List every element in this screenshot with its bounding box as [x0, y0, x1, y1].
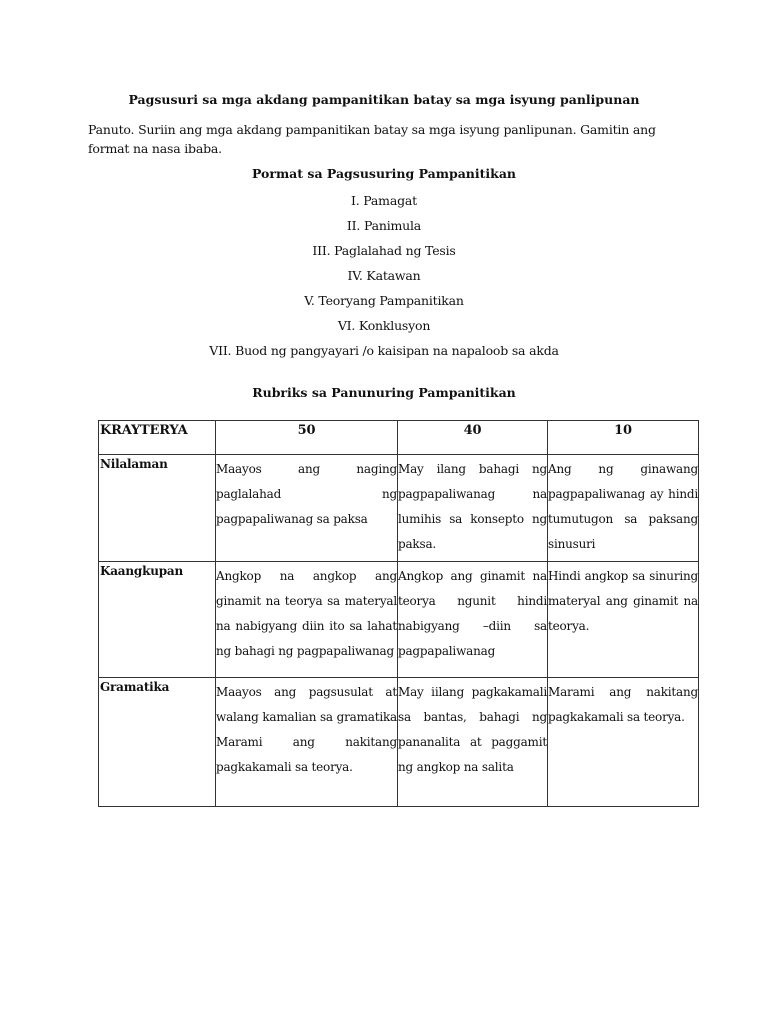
score-40-cell: Angkop ang ginamit na teorya ngunit hindi nabigyang –diin sa pagpapaliwanag: [398, 562, 548, 678]
format-heading: Pormat sa Pagsusuring Pampanitikan: [251, 166, 517, 181]
format-list: [0, 191, 768, 366]
header-score-50: 50: [216, 421, 398, 455]
rubric-heading: Rubriks sa Panunuring Pampanitikan: [252, 385, 516, 400]
score-50-cell: Angkop na angkop ang ginamit na teorya sa materyal na nabigyang diin ito sa lahat ng bahagi ng pagpapaliwanag: [216, 562, 398, 678]
table-header-row: [99, 421, 699, 455]
instructions-text: Panuto. Suriin ang mga akdang pampanitikan batay sa mga isyung panlipunan. Gamitin ang format na nasa ibaba.: [88, 122, 656, 156]
header-score-10: 10: [548, 421, 699, 455]
criterion-cell: Gramatika: [99, 678, 216, 807]
format-item: III. Paglalahad ng Tesis: [312, 243, 456, 258]
header-score-40: 40: [398, 421, 548, 455]
rubric-table: [98, 420, 699, 807]
criterion-cell: Kaangkupan: [99, 562, 216, 678]
format-item: II. Panimula: [346, 218, 422, 233]
score-40-cell: May ilang bahagi ng pagpapaliwanag na lumihis sa konsepto ng paksa.: [398, 455, 548, 562]
criterion-cell: Nilalaman: [99, 455, 216, 562]
document-title: Pagsusuri sa mga akdang pampanitikan batay sa mga isyung panlipunan: [128, 92, 640, 107]
score-10-cell: Hindi angkop sa sinuring materyal ang ginamit na teorya.: [548, 562, 699, 678]
format-item: IV. Katawan: [347, 268, 421, 283]
score-50-cell: Maayos ang pagsusulat at walang kamalian sa gramatika Marami ang nakitang pagkakamali sa teorya.: [216, 678, 398, 807]
table-row: [99, 455, 699, 562]
table-row: [99, 562, 699, 678]
score-50-cell: Maayos ang naging paglalahad ng pagpapaliwanag sa paksa: [216, 455, 398, 562]
score-10-cell: Ang ng ginawang pagpapaliwanag ay hindi tumutugon sa paksang sinusuri: [548, 455, 699, 562]
format-item: VI. Konklusyon: [337, 318, 431, 333]
format-item: I. Pamagat: [351, 193, 417, 208]
score-10-cell: Marami ang nakitang pagkakamali sa teorya.: [548, 678, 699, 807]
format-item: VII. Buod ng pangyayari /o kaisipan na napaloob sa akda: [209, 343, 559, 358]
score-40-cell: May iilang pagkakamali sa bantas, bahagi ng pananalita at paggamit ng angkop na salita: [398, 678, 548, 807]
table-row: [99, 678, 699, 807]
header-criterion: KRAYTERYA: [99, 421, 216, 455]
format-item: V. Teoryang Pampanitikan: [304, 293, 464, 308]
